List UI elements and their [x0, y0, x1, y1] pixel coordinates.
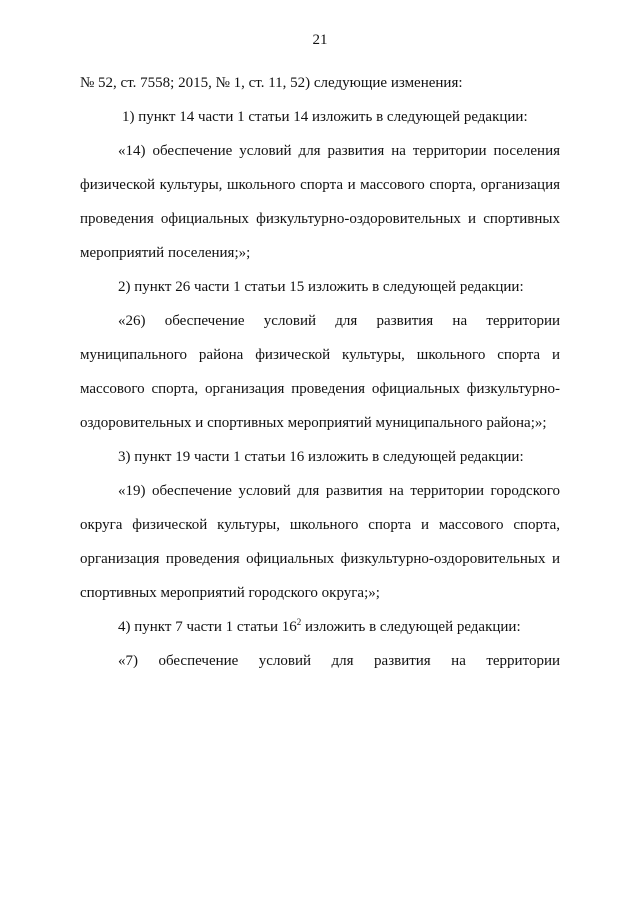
paragraph-continuation: № 52, ст. 7558; 2015, № 1, ст. 11, 52) следующие изменения: [80, 75, 463, 91]
paragraph-quote-19: «19) обеспечение условий для развития на территории городского округа физической культуры, школьного спорта и массового спорта, организация проведения официальных физкультурно-оздоровительных и спортивных мероприятий городского округа;»; [80, 483, 560, 601]
paragraph-item-4 [80, 610, 560, 644]
paragraph-quote-26: «26) обеспечение условий для развития на территории муниципального района физической культуры, школьного спорта и массового спорта, организация проведения официальных физкультурно-оздоровительных и спортивных мероприятий муниципального района;»; [80, 313, 560, 431]
document-body [80, 66, 560, 678]
item-4-text-after: изложить в следующей редакции: [301, 619, 521, 635]
paragraph-item-1: 1) пункт 14 части 1 статьи 14 изложить в следующей редакции: [122, 109, 528, 125]
item-4-text-before: 4) пункт 7 части 1 статьи 16 [118, 619, 297, 635]
paragraph-quote-14: «14) обеспечение условий для развития на территории поселения физической культуры, школьного спорта и массового спорта, организация проведения официальных физкультурно-оздоровительных и спортивных мероприятий поселения;»; [80, 143, 560, 261]
paragraph-item-3: 3) пункт 19 части 1 статьи 16 изложить в следующей редакции: [118, 449, 524, 465]
paragraph-quote-7: «7) обеспечение условий для развития на территории [118, 653, 560, 669]
page-number: 21 [312, 32, 328, 48]
superscript: 2 [296, 617, 302, 627]
paragraph-item-2: 2) пункт 26 части 1 статьи 15 изложить в следующей редакции: [118, 279, 524, 295]
